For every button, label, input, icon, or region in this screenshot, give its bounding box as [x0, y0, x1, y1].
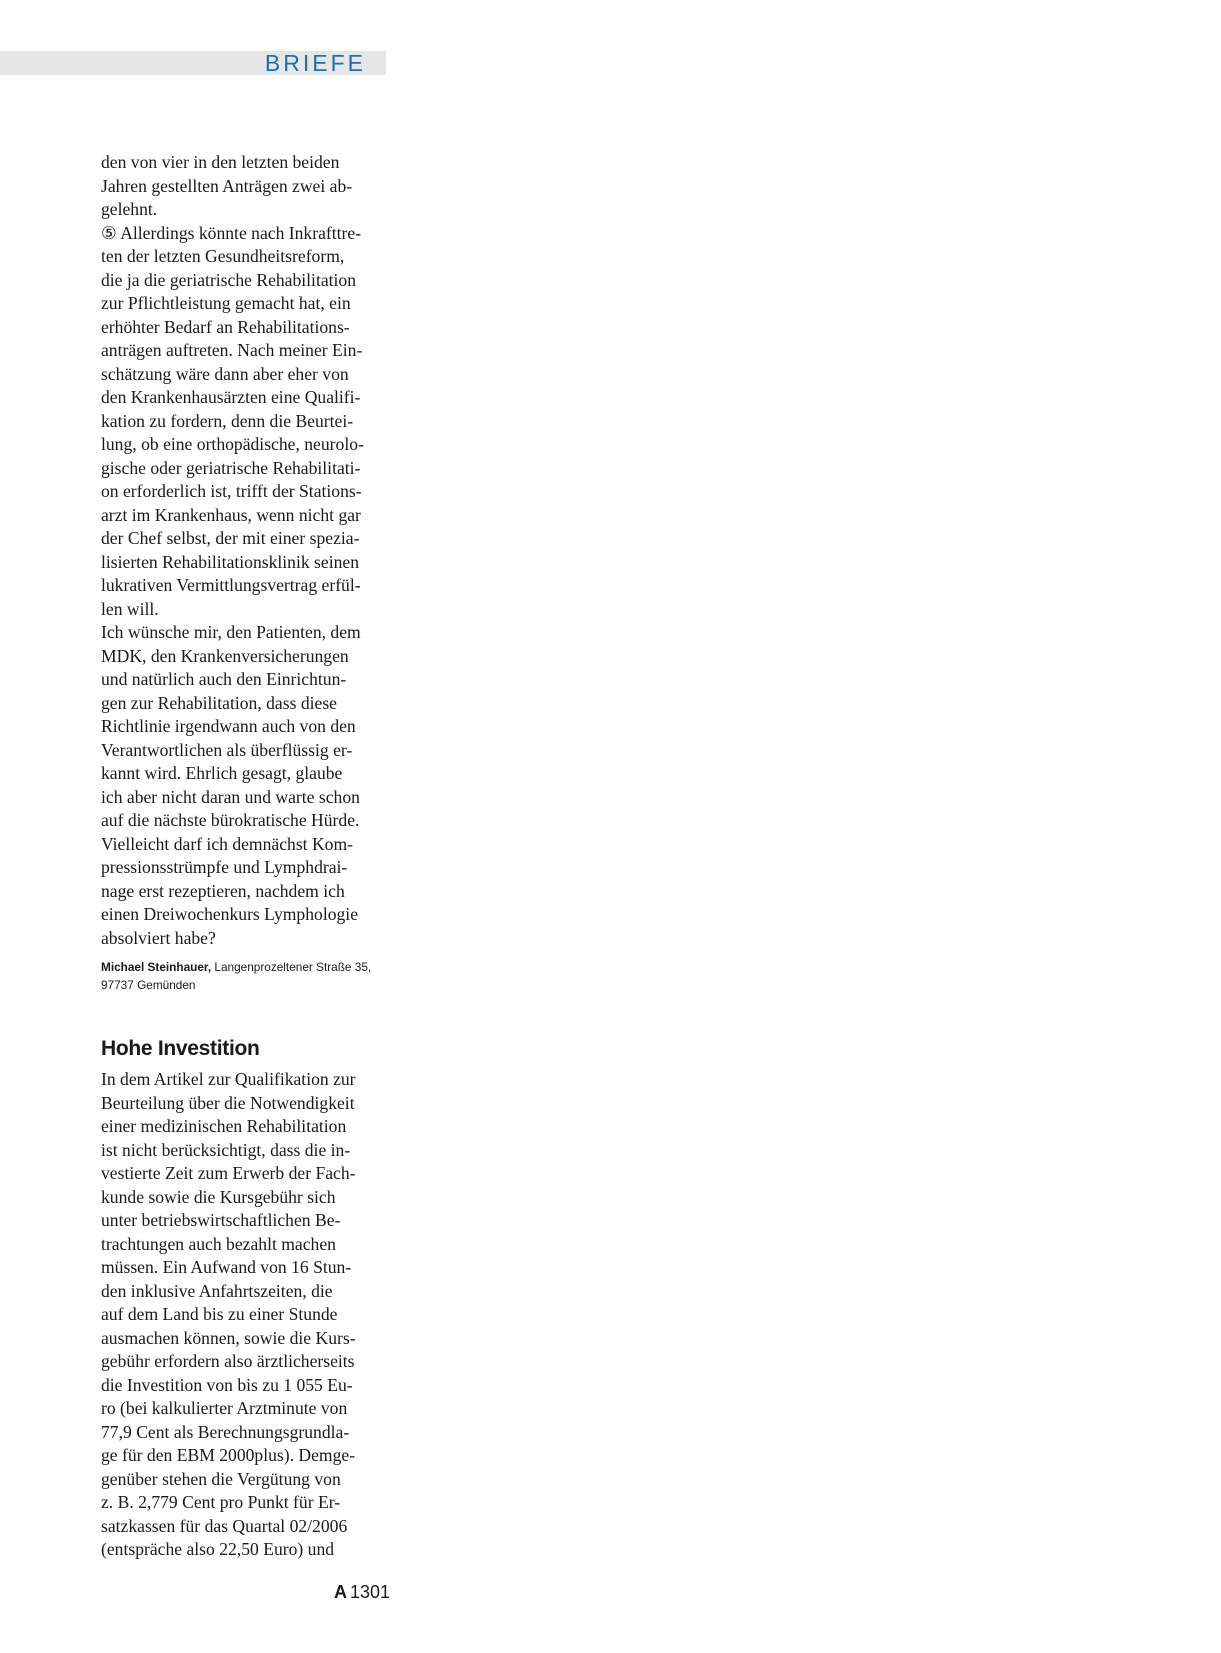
body-line: ro (bei kalkulierter Arztminute von	[101, 1398, 348, 1418]
section-label: BRIEFE	[264, 50, 366, 76]
body-line: müssen. Ein Aufwand von 16 Stun-	[101, 1257, 352, 1277]
letter-1-body	[101, 151, 384, 950]
page-prefix: A	[334, 1582, 347, 1602]
text-column	[101, 151, 384, 1562]
body-line: ist nicht berücksichtigt, dass die in-	[101, 1139, 351, 1160]
body-line: den Krankenhausärzten eine Qualifi-	[101, 387, 361, 407]
body-line: gelehnt.	[101, 199, 158, 219]
body-line: die ja die geriatrische Rehabilitation	[101, 269, 357, 290]
body-line: den von vier in den letzten beiden	[101, 152, 340, 172]
body-line: erhöhter Bedarf an Rehabilitations-	[101, 316, 350, 337]
body-line: die Investition von bis zu 1 055 Eu-	[101, 1374, 353, 1395]
body-line: ge für den EBM 2000plus). Demge-	[101, 1445, 356, 1465]
body-line: gebühr erfordern also ärztlicherseits	[101, 1351, 355, 1371]
body-line: ausmachen können, sowie die Kurs-	[101, 1327, 356, 1348]
body-line: ⑤ Allerdings könnte nach Inkrafttre-	[101, 222, 362, 243]
body-line: genüber stehen die Vergütung von	[101, 1468, 341, 1489]
section-header-band	[0, 51, 386, 75]
page-number	[334, 1580, 390, 1604]
body-line: Ich wünsche mir, den Patienten, dem	[101, 622, 361, 642]
body-line: zur Pflichtleistung gemacht hat, ein	[101, 293, 351, 313]
signature-name: Michael Steinhauer,	[101, 960, 212, 974]
page-number-value: 1301	[350, 1582, 391, 1602]
body-line: gen zur Rehabilitation, dass diese	[101, 692, 337, 713]
body-line: unter betriebswirtschaftlichen Be-	[101, 1210, 341, 1230]
body-line: lung, ob eine orthopädische, neurolo-	[101, 434, 364, 454]
body-line: arzt im Krankenhaus, wenn nicht gar	[101, 504, 361, 525]
body-line: Verantwortlichen als überflüssig er-	[101, 739, 353, 760]
body-line: Vielleicht darf ich demnächst Kom-	[101, 833, 354, 854]
letter-2-heading: Hohe Investition	[101, 1037, 260, 1060]
body-line: der Chef selbst, der mit einer spezia-	[101, 528, 360, 548]
body-line: on erforderlich ist, trifft der Stations-	[101, 481, 362, 501]
body-line: lukrativen Vermittlungsvertrag erfül-	[101, 575, 361, 595]
body-line: einen Dreiwochenkurs Lymphologie	[101, 904, 358, 924]
body-line: In dem Artikel zur Qualifikation zur	[101, 1069, 356, 1089]
body-line: kation zu fordern, denn die Beurtei-	[101, 410, 354, 431]
body-line: schätzung wäre dann aber eher von	[101, 363, 349, 384]
signature-line	[101, 958, 384, 976]
body-line: (entspräche also 22,50 Euro) und	[101, 1539, 335, 1559]
body-line: ten der letzten Gesundheitsreform,	[101, 246, 345, 266]
body-line: nage erst rezeptieren, nachdem ich	[101, 880, 345, 901]
body-line: absolviert habe?	[101, 927, 216, 948]
body-line: trachtungen auch bezahlt machen	[101, 1233, 336, 1254]
signature-address: Langenprozeltener Straße 35,	[211, 960, 372, 974]
body-line: len will.	[101, 598, 159, 619]
body-line: und natürlich auch den Einrichtun-	[101, 669, 347, 689]
body-line: kunde sowie die Kursgebühr sich	[101, 1186, 336, 1207]
body-line: Richtlinie irgendwann auch von den	[101, 716, 356, 736]
body-line: kannt wird. Ehrlich gesagt, glaube	[101, 763, 343, 783]
body-line: anträgen auftreten. Nach meiner Ein-	[101, 340, 363, 360]
body-line: gische oder geriatrische Rehabilitati-	[101, 457, 361, 478]
signature-city: 97737 Gemünden	[101, 978, 196, 992]
body-line: ich aber nicht daran und warte schon	[101, 786, 360, 807]
body-line: pressionsstrümpfe und Lymphdrai-	[101, 857, 348, 877]
body-line: lisierten Rehabilitationsklinik seinen	[101, 551, 359, 572]
letter-1-signature	[101, 958, 384, 994]
body-line: einer medizinischen Rehabilitation	[101, 1116, 347, 1136]
body-line: auf dem Land bis zu einer Stunde	[101, 1304, 338, 1324]
body-line: auf die nächste bürokratische Hürde.	[101, 810, 360, 830]
letter-2-body	[101, 1068, 384, 1562]
body-line: MDK, den Krankenversicherungen	[101, 645, 349, 666]
body-line: den inklusive Anfahrtszeiten, die	[101, 1280, 333, 1301]
body-line: Beurteilung über die Notwendigkeit	[101, 1092, 355, 1113]
body-line: satzkassen für das Quartal 02/2006	[101, 1515, 348, 1536]
body-line: Jahren gestellten Anträgen zwei ab-	[101, 175, 353, 196]
body-line: 77,9 Cent als Berechnungsgrundla-	[101, 1421, 350, 1442]
body-line: z. B. 2,779 Cent pro Punkt für Er-	[101, 1492, 341, 1512]
body-line: vestierte Zeit zum Erwerb der Fach-	[101, 1163, 356, 1183]
